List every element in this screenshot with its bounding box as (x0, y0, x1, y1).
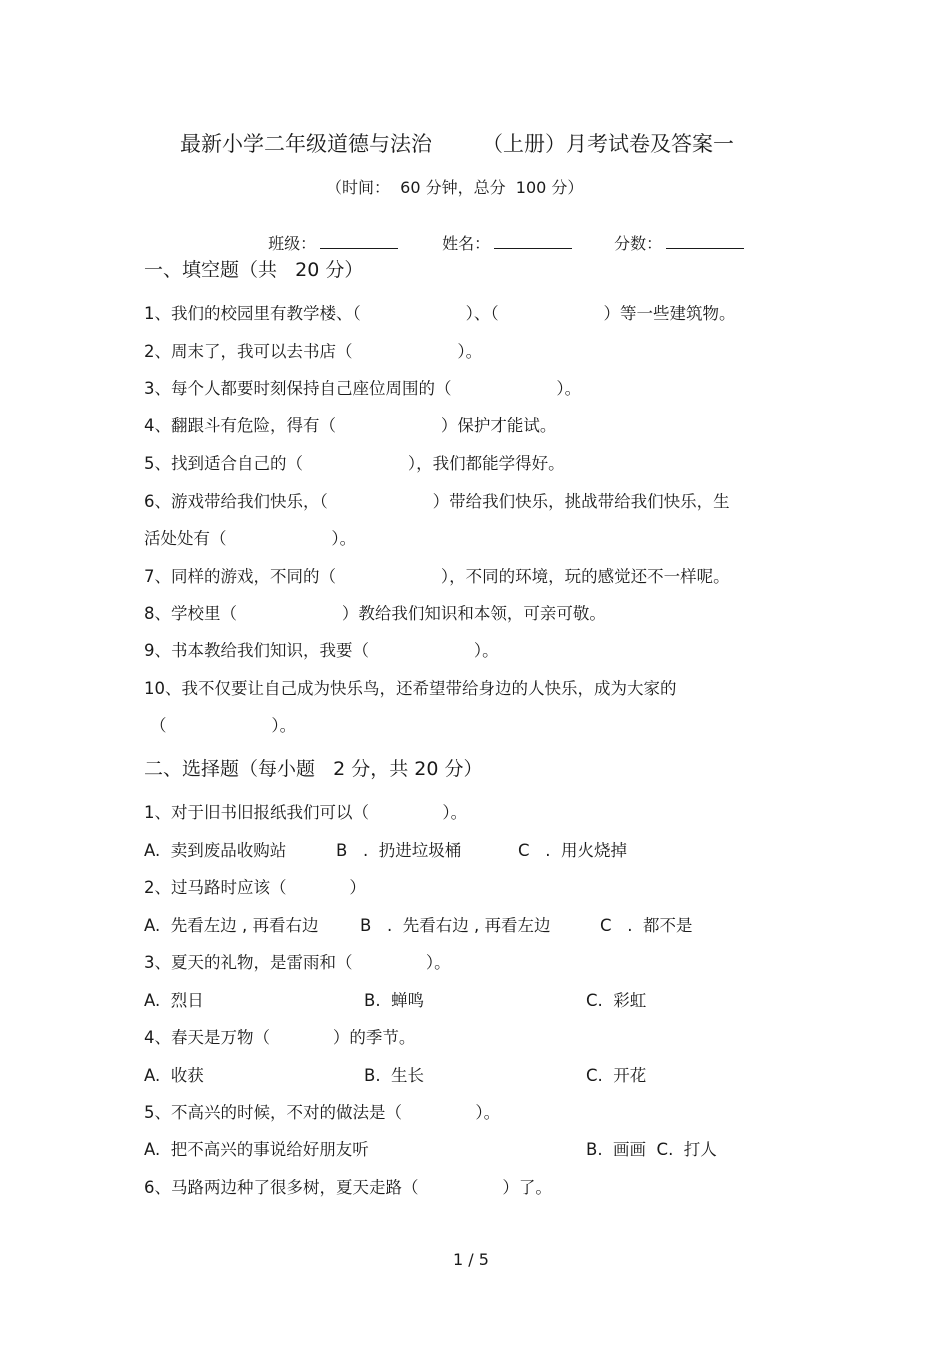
s2-question-3: 3、夏天的礼物，是雷雨和（ ）。 (144, 953, 451, 972)
s2-q4-option-b[interactable]: B. 生长 (364, 1066, 425, 1085)
s2-q3-option-a[interactable]: A. 烈日 (144, 991, 204, 1010)
score-blank[interactable] (666, 234, 744, 249)
exam-time-info: （时间： 60 分钟，总分 100 分） (326, 178, 584, 197)
s1-question-6-line1: 6、游戏带给我们快乐，（ ）带给我们快乐，挑战带给我们快乐，生 (144, 492, 730, 511)
s1-question-10-line2: （ ）。 (150, 716, 297, 735)
s2-q1-option-c[interactable]: C . 用火烧掉 (518, 841, 627, 860)
s1-question-4: 4、翻跟斗有危险，得有（ ）保护才能试。 (144, 416, 557, 435)
class-blank[interactable] (320, 234, 398, 249)
s1-question-9: 9、书本教给我们知识，我要（ ）。 (144, 641, 499, 660)
s1-question-6-line2: 活处处有（ ）。 (144, 529, 357, 548)
name-label: 姓名： (442, 234, 491, 253)
name-blank[interactable] (494, 234, 572, 249)
section2-heading: 二、选择题（每小题 2 分，共 20 分） (144, 758, 483, 780)
s1-question-8: 8、学校里（ ）教给我们知识和本领，可亲可敬。 (144, 604, 606, 623)
s2-q4-option-c[interactable]: C. 开花 (586, 1066, 647, 1085)
s2-question-1: 1、对于旧书旧报纸我们可以（ ）。 (144, 803, 468, 822)
s1-question-2: 2、周末了，我可以去书店（ ）。 (144, 342, 483, 361)
s2-question-6: 6、马路两边种了很多树，夏天走路（ ）了。 (144, 1178, 552, 1197)
s1-question-10-line1: 10、我不仅要让自己成为快乐鸟，还希望带给身边的人快乐，成为大家的 (144, 679, 677, 698)
s2-q5-option-bc[interactable]: B. 画画 C. 打人 (586, 1140, 717, 1159)
score-field (604, 212, 744, 254)
class-label: 班级： (268, 234, 317, 253)
section1-heading: 一、填空题（共 20 分） (144, 259, 364, 281)
s2-q1-option-a[interactable]: A. 卖到废品收购站 (144, 841, 287, 860)
s1-question-7: 7、同样的游戏，不同的（ ），不同的环境，玩的感觉还不一样呢。 (144, 567, 730, 586)
s1-question-1: 1、我们的校园里有教学楼、（ ）、（ ）等一些建筑物。 (144, 304, 736, 323)
s2-question-4: 4、春天是万物（ ）的季节。 (144, 1028, 416, 1047)
s2-q5-option-a[interactable]: A. 把不高兴的事说给好朋友听 (144, 1140, 369, 1159)
score-label: 分数： (614, 234, 663, 253)
class-field (258, 212, 398, 254)
s2-q4-option-a[interactable]: A. 收获 (144, 1066, 204, 1085)
page-title-main: 最新小学二年级道德与法治 (180, 132, 432, 156)
page-number: 1 / 5 (453, 1250, 489, 1269)
s2-question-2: 2、过马路时应该（ ） (144, 878, 366, 897)
page-title-tail: （上册）月考试卷及答案一 (482, 132, 734, 156)
s2-question-5: 5、不高兴的时候，不对的做法是（ ）。 (144, 1103, 501, 1122)
s2-q3-option-b[interactable]: B. 蝉鸣 (364, 991, 425, 1010)
s2-q2-option-a[interactable]: A. 先看左边 , 再看右边 (144, 916, 319, 935)
name-field (432, 212, 572, 254)
s2-q3-option-c[interactable]: C. 彩虹 (586, 991, 647, 1010)
s1-question-3: 3、每个人都要时刻保持自己座位周围的（ ）。 (144, 379, 582, 398)
s1-question-5: 5、找到适合自己的（ ），我们都能学得好。 (144, 454, 565, 473)
s2-q1-option-b[interactable]: B . 扔进垃圾桶 (336, 841, 462, 860)
s2-q2-option-b[interactable]: B . 先看右边 , 再看左边 (360, 916, 551, 935)
s2-q2-option-c[interactable]: C . 都不是 (600, 916, 693, 935)
